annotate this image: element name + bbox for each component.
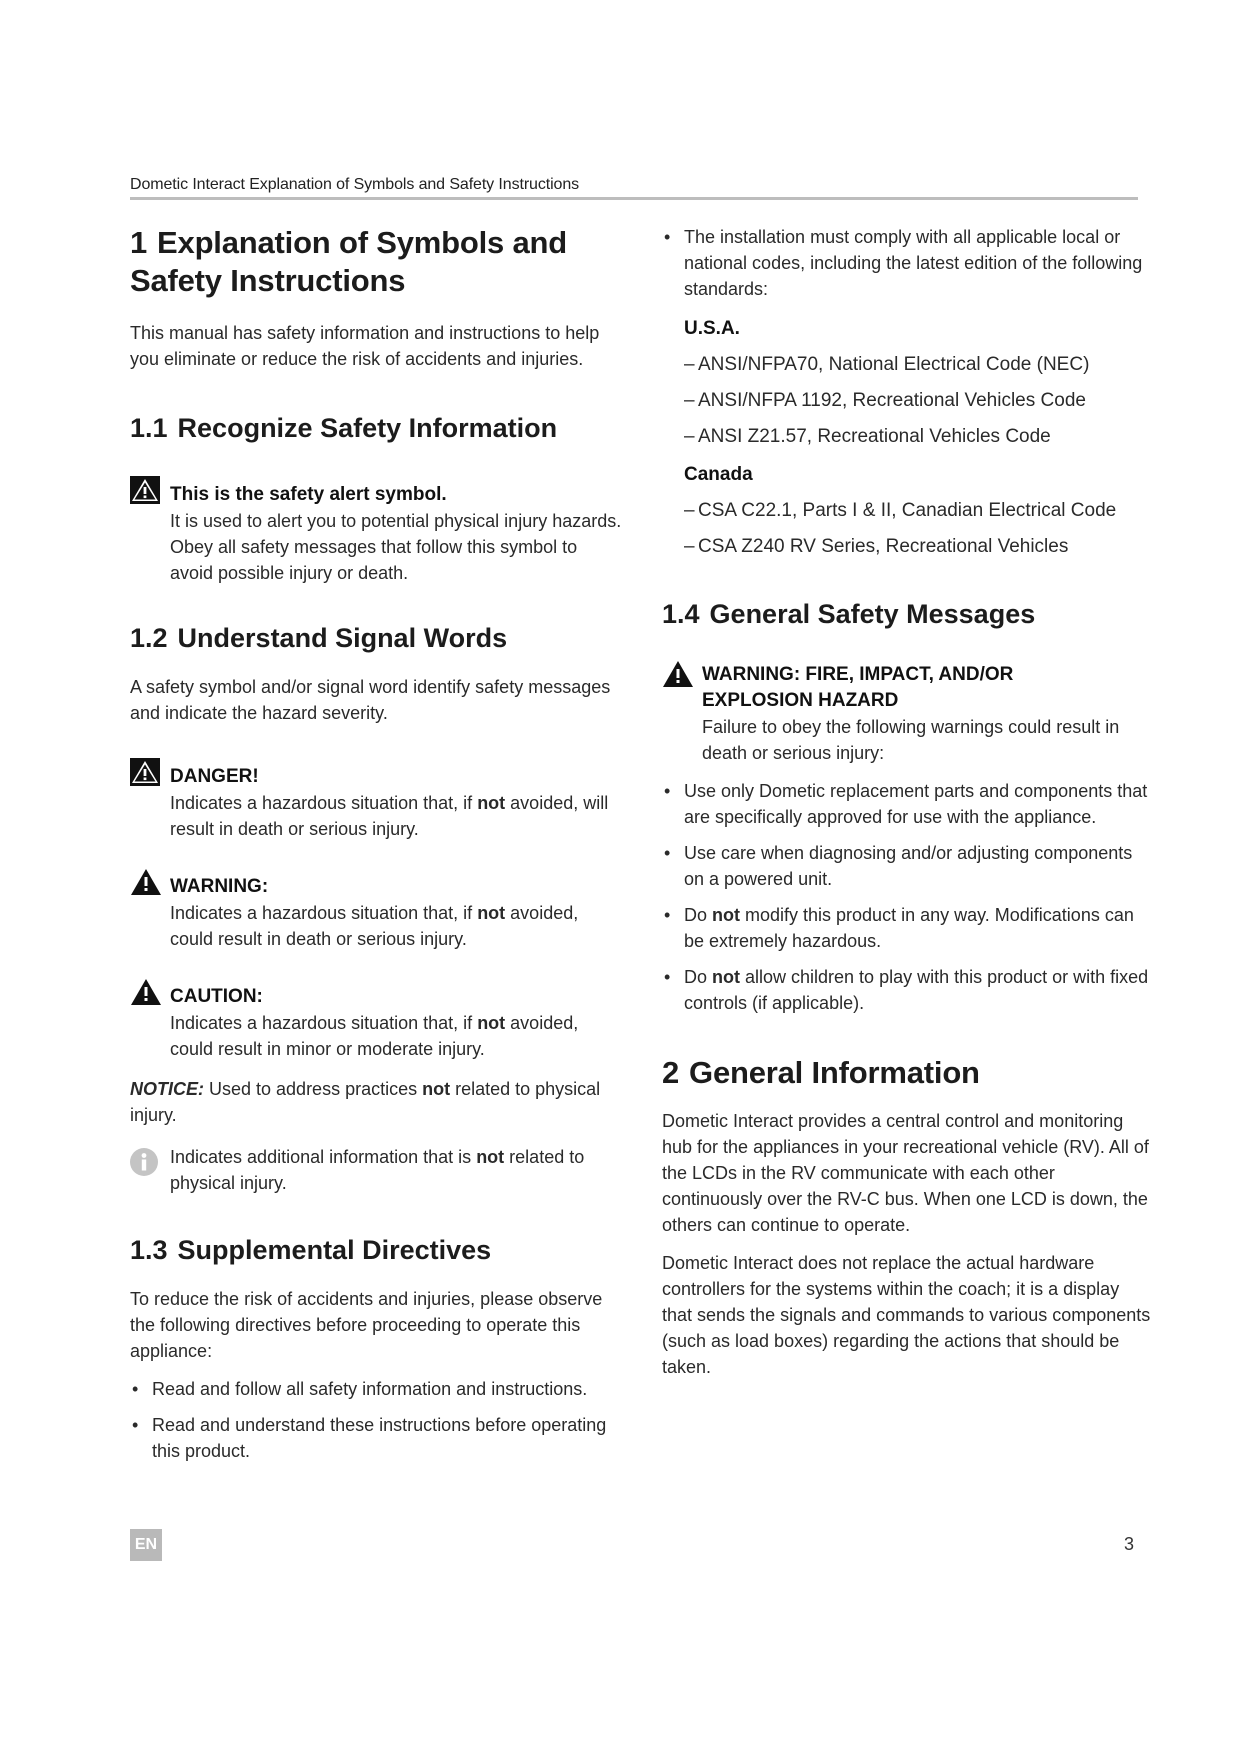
section-1-intro: This manual has safety information and instructions to help you eliminate or reduce the risk of accidents and injuries.	[130, 323, 600, 369]
section-1-2-heading: 1.2 Understand Signal Words	[130, 623, 508, 653]
danger-block	[130, 756, 622, 842]
notice-label: NOTICE:	[130, 1079, 204, 1099]
header-divider	[130, 197, 1138, 200]
info-icon	[130, 1148, 158, 1181]
section-1-2-intro: A safety symbol and/or signal word identify safety messages and indicate the hazard severity.	[130, 677, 611, 723]
running-header: Dometic Interact Explanation of Symbols and Safety Instructions	[130, 176, 580, 193]
list-item: – ANSI/NFPA 1192, Recreational Vehicles Code	[684, 390, 1086, 411]
list-item: – ANSI Z21.57, Recreational Vehicles Code	[684, 426, 1051, 447]
canada-subheading: Canada	[684, 464, 753, 485]
safety-alert-title: This is the safety alert symbol.	[170, 484, 447, 505]
warning-body: Indicates a hazardous situation that, if not avoided, could result in death or serious injury.	[170, 903, 579, 949]
list-item: – CSA C22.1, Parts I & II, Canadian Electrical Code	[684, 500, 1117, 521]
section-1-1-heading: 1.1 Recognize Safety Information	[130, 413, 558, 443]
right-column	[662, 224, 1152, 1380]
caution-body: Indicates a hazardous situation that, if not avoided, could result in minor or moderate injury.	[170, 1013, 579, 1059]
page-number: 3	[1124, 1534, 1135, 1554]
list-item: – CSA Z240 RV Series, Recreational Vehicles	[684, 536, 1069, 557]
section-2-paragraph-2: Dometic Interact does not replace the actual hardware controllers for the systems within the coach; it is a display that sends the signals and commands to various components (such as load boxes) regarding the actions that should be taken.	[662, 1253, 1151, 1377]
caution-title: CAUTION:	[170, 986, 263, 1007]
section-2-paragraph-1: Dometic Interact provides a central control and monitoring hub for the appliances in your recreational vehicle (RV). All of the LCDs in the RV communicate with each other continuously over the RV-C bus. When one LCD is down, the others can continue to operate.	[662, 1111, 1149, 1235]
list-item: • Use only Dometic replacement parts and components that are specifically approved for use with the appliance.	[664, 781, 1148, 827]
section-1-3-heading: 1.3 Supplemental Directives	[130, 1235, 492, 1265]
danger-box-icon	[130, 758, 160, 791]
section-1-heading: 1 Explanation of Symbols and Safety Instructions	[130, 225, 567, 298]
left-column	[130, 224, 622, 1464]
safety-alert-box-icon	[130, 476, 160, 509]
safety-alert-block	[130, 474, 622, 586]
section-1-4-heading: 1.4 General Safety Messages	[662, 599, 1036, 629]
list-item: • Read and understand these instructions before operating this product.	[132, 1415, 607, 1461]
warning-triangle-icon	[130, 868, 162, 901]
info-block	[130, 1144, 622, 1196]
notice-paragraph: NOTICE: Used to address practices not related to physical injury.	[130, 1079, 601, 1125]
list-item: • Do not allow children to play with this product or with fixed controls (if applicable).	[664, 967, 1149, 1013]
language-badge: EN	[130, 1529, 162, 1561]
safety-alert-body: It is used to alert you to potential physical injury hazards. Obey all safety messages that follow this symbol to avoid possible injury or death.	[170, 511, 622, 583]
danger-title: DANGER!	[170, 766, 259, 787]
list-item: • Use care when diagnosing and/or adjusting components on a powered unit.	[664, 843, 1133, 889]
general-warning-body: Failure to obey the following warnings could result in death or serious injury:	[702, 717, 1120, 763]
general-warning-title: WARNING: FIRE, IMPACT, AND/OR EXPLOSION HAZARD	[702, 664, 1014, 711]
info-body: Indicates additional information that is not related to physical injury.	[170, 1147, 585, 1193]
general-warning-block	[662, 660, 1152, 766]
section-2-heading: 2 General Information	[662, 1055, 980, 1090]
caution-block	[130, 978, 622, 1062]
usa-subheading: U.S.A.	[684, 318, 740, 339]
list-item: • The installation must comply with all applicable local or national codes, including the latest edition of the following standards:	[664, 227, 1143, 299]
list-item: – ANSI/NFPA70, National Electrical Code (NEC)	[684, 354, 1090, 375]
list-item: • Do not modify this product in any way. Modifications can be extremely hazardous.	[664, 905, 1134, 951]
list-item: • Read and follow all safety information and instructions.	[132, 1379, 588, 1399]
warning-title: WARNING:	[170, 876, 269, 897]
warning-block	[130, 868, 622, 952]
caution-triangle-icon	[130, 978, 162, 1011]
danger-body: Indicates a hazardous situation that, if not avoided, will result in death or serious injury.	[170, 793, 609, 839]
warning-triangle-icon	[662, 660, 694, 693]
section-1-3-intro: To reduce the risk of accidents and injuries, please observe the following directives before proceeding to operate this appliance:	[130, 1289, 603, 1361]
